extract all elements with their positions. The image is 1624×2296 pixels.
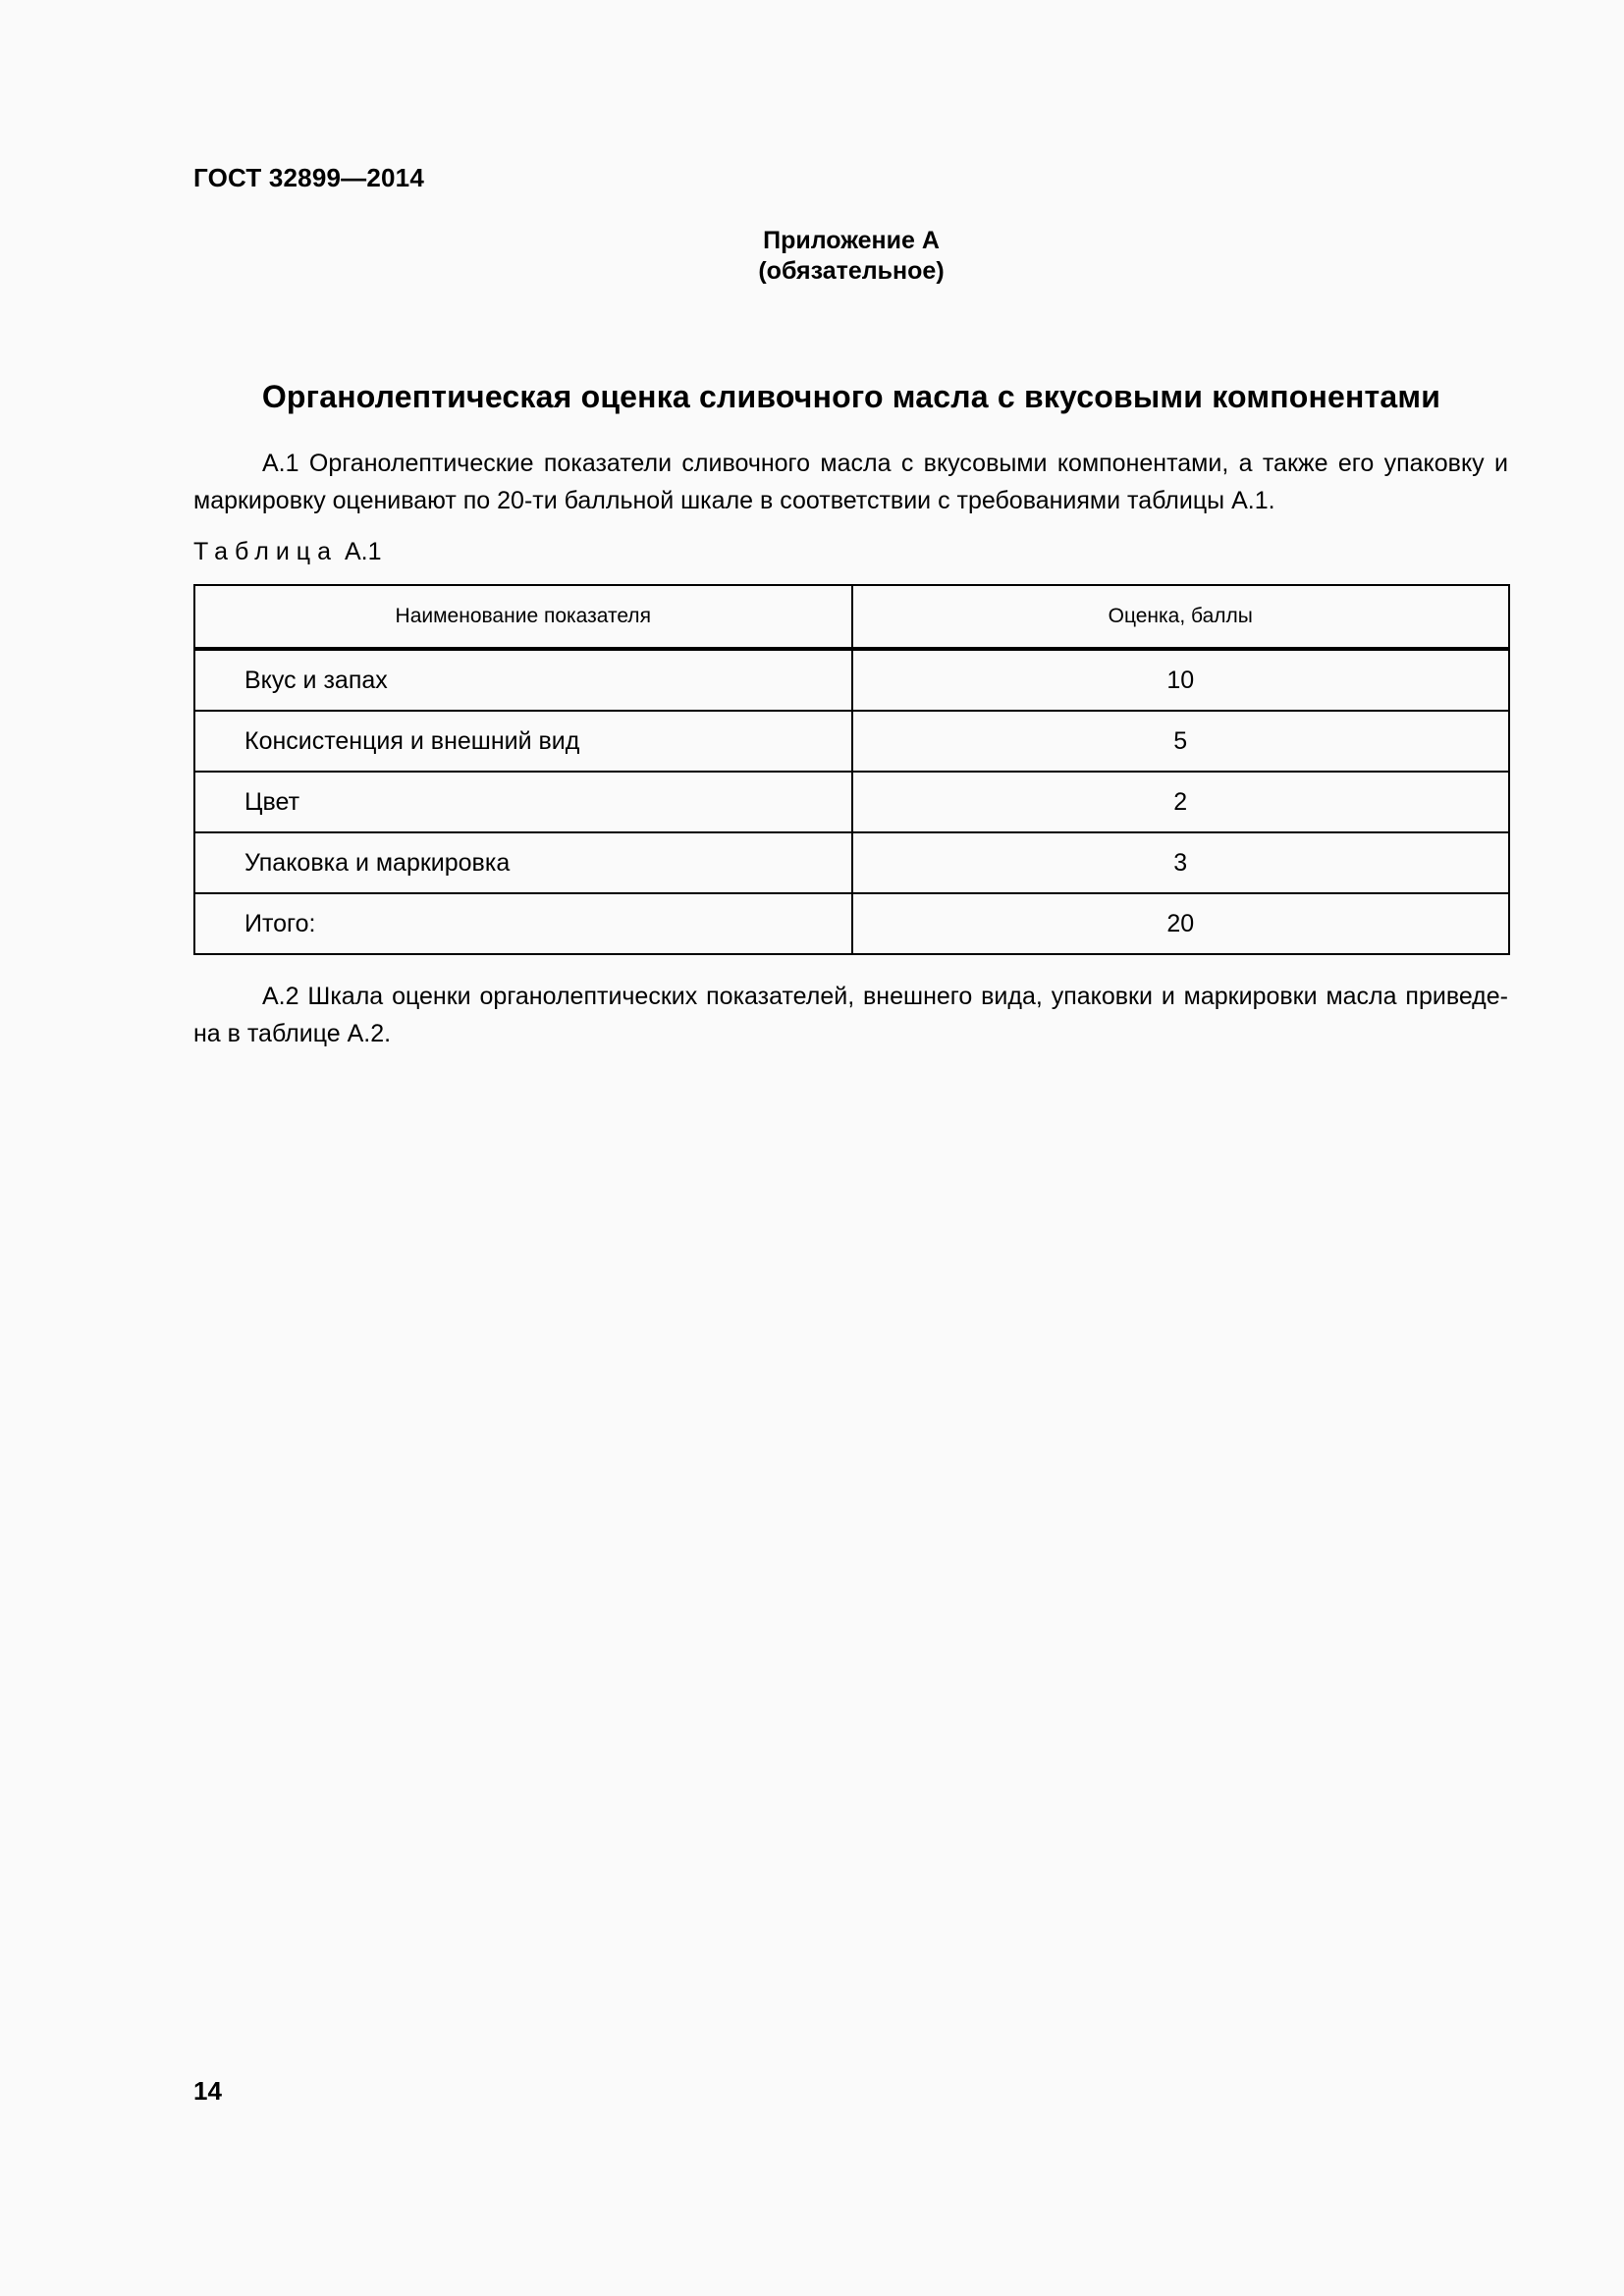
total-label: Итого: <box>194 893 852 954</box>
total-score: 20 <box>852 893 1510 954</box>
table-caption-number: А.1 <box>344 538 382 565</box>
section-title: Органолептическая оценка сливочного масла с вкусовыми компонентами <box>261 379 1441 414</box>
appendix-label: Приложение А <box>763 227 940 254</box>
indicator-name: Цвет <box>194 772 852 832</box>
indicator-name: Вкус и запах <box>194 649 852 711</box>
table-row <box>194 772 1509 832</box>
column-header-indicator: Наименование показателя <box>194 585 852 649</box>
indicator-score: 10 <box>852 649 1510 711</box>
table-caption-word: Таблица <box>193 538 339 565</box>
appendix-status: (обязательное) <box>758 257 945 285</box>
table-row-total <box>194 893 1509 954</box>
appendix-heading <box>0 226 1624 287</box>
indicator-score: 3 <box>852 832 1510 893</box>
indicator-score: 5 <box>852 711 1510 772</box>
document-code: ГОСТ 32899—2014 <box>193 163 424 192</box>
paragraph-a2: А.2 Шкала оценки органолептических показателей, внешнего вида, упаковки и маркировки масла приведе-на в таблице А.2. <box>193 983 1508 1047</box>
column-header-score: Оценка, баллы <box>852 585 1510 649</box>
paragraph-a1: А.1 Органолептические показатели сливочного масла с вкусовыми компонентами, а также его упаковку и маркировку оценивают по 20-ти балльной шкале в соответствии с требованиями таблицы А.1. <box>193 450 1508 514</box>
table-row <box>194 832 1509 893</box>
table-caption <box>193 538 382 566</box>
indicator-name: Упаковка и маркировка <box>194 832 852 893</box>
indicator-name: Консистенция и внешний вид <box>194 711 852 772</box>
table-row <box>194 649 1509 711</box>
page-number: 14 <box>193 2076 222 2106</box>
table-row <box>194 711 1509 772</box>
table-header-row <box>194 585 1509 649</box>
scores-table <box>193 584 1510 955</box>
indicator-score: 2 <box>852 772 1510 832</box>
